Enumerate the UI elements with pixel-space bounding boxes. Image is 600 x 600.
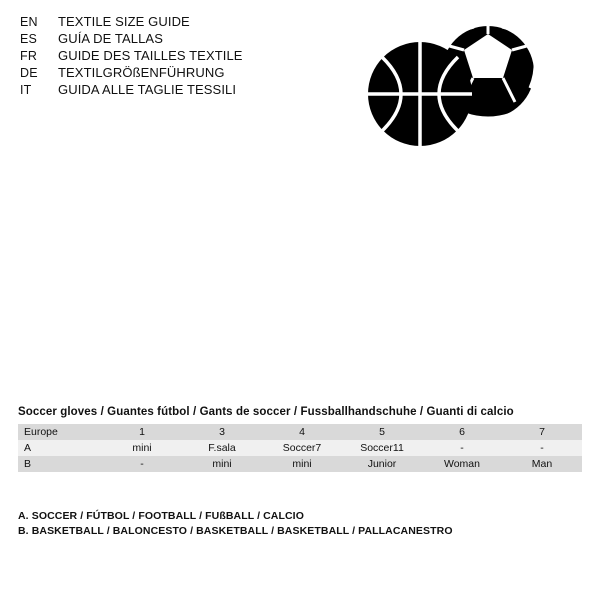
table-cell: B: [18, 456, 102, 472]
table-cell: Woman: [422, 456, 502, 472]
ball-illustration: [352, 24, 562, 164]
table-cell: Soccer7: [262, 440, 342, 456]
language-text: TEXTILE SIZE GUIDE: [58, 14, 190, 29]
language-code: FR: [20, 49, 38, 63]
table-cell: 5: [342, 424, 422, 440]
language-row: [20, 65, 320, 82]
table-cell: Man: [502, 456, 582, 472]
language-row: [20, 14, 320, 31]
legend-line-b: B. BASKETBALL / BALONCESTO / BASKETBALL / BASKETBALL / PALLACANESTRO: [18, 525, 453, 537]
table-cell: Junior: [342, 456, 422, 472]
table-cell: A: [18, 440, 102, 456]
table-cell: -: [422, 440, 502, 456]
table-row: [18, 424, 582, 440]
table-row: [18, 440, 582, 456]
size-table: [18, 424, 582, 472]
language-row: [20, 31, 320, 48]
language-code: ES: [20, 32, 38, 46]
table-cell: 1: [102, 424, 182, 440]
language-code: DE: [20, 66, 38, 80]
language-list: [20, 14, 320, 99]
language-text: TEXTILGRÖßENFÜHRUNG: [58, 65, 225, 80]
language-row: [20, 82, 320, 99]
language-text: GUÍA DE TALLAS: [58, 31, 163, 46]
table-cell: mini: [102, 440, 182, 456]
language-text: GUIDA ALLE TAGLIE TESSILI: [58, 82, 237, 97]
table-cell: F.sala: [182, 440, 262, 456]
table-row: [18, 456, 582, 472]
table-cell: 3: [182, 424, 262, 440]
language-code: EN: [20, 15, 38, 29]
language-text: GUIDE DES TAILLES TEXTILE: [58, 48, 243, 63]
table-cell: 7: [502, 424, 582, 440]
language-code: IT: [20, 83, 32, 97]
table-cell: mini: [262, 456, 342, 472]
table-cell: -: [502, 440, 582, 456]
table-cell: mini: [182, 456, 262, 472]
table-cell: Europe: [18, 424, 102, 440]
table-cell: 6: [422, 424, 502, 440]
legend: [18, 509, 578, 539]
language-row: [20, 48, 320, 65]
table-cell: Soccer11: [342, 440, 422, 456]
legend-line-a: A. SOCCER / FÚTBOL / FOOTBALL / FUßBALL / CALCIO: [18, 510, 304, 522]
table-cell: -: [102, 456, 182, 472]
basketball-icon: [368, 42, 472, 146]
size-table-section: [18, 406, 582, 472]
size-table-title: Soccer gloves / Guantes fútbol / Gants de soccer / Fussballhandschuhe / Guanti di calcio: [18, 406, 514, 418]
table-cell: 4: [262, 424, 342, 440]
